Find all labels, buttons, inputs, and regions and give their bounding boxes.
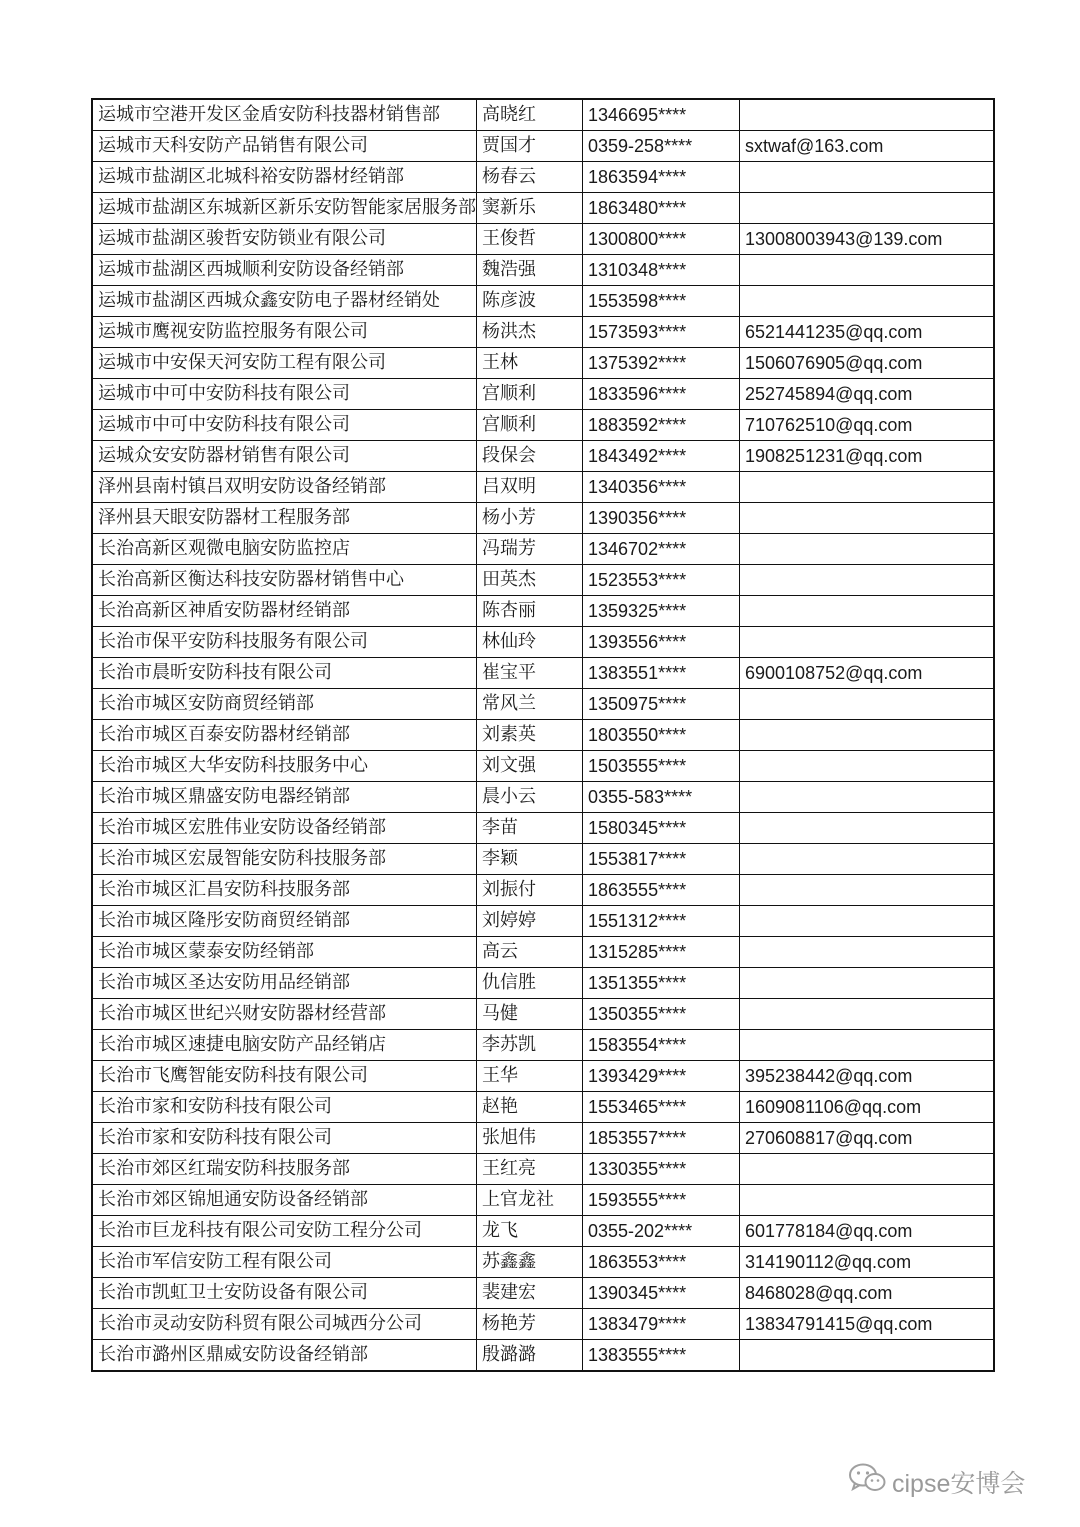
company-cell: 运城市盐湖区骏哲安防锁业有限公司: [92, 224, 477, 255]
email-cell: [740, 937, 994, 968]
email-cell: [740, 751, 994, 782]
company-cell: 长治市巨龙科技有限公司安防工程分公司: [92, 1216, 477, 1247]
table-row: [92, 1340, 994, 1372]
phone-cell: 1300800****: [583, 224, 740, 255]
company-cell: 长治市潞州区鼎威安防设备经销部: [92, 1340, 477, 1372]
email-cell: 270608817@qq.com: [740, 1123, 994, 1154]
phone-cell: 1375392****: [583, 348, 740, 379]
phone-cell: 1853557****: [583, 1123, 740, 1154]
contact-cell: 林仙玲: [477, 627, 583, 658]
table-row: [92, 1278, 994, 1309]
table-row: [92, 99, 994, 131]
table-row: [92, 627, 994, 658]
table-row: [92, 968, 994, 999]
email-cell: [740, 162, 994, 193]
company-cell: 长治高新区观微电脑安防监控店: [92, 534, 477, 565]
company-cell: 运城市中可中安防科技有限公司: [92, 410, 477, 441]
company-cell: 泽州县南村镇吕双明安防设备经销部: [92, 472, 477, 503]
table-row: [92, 875, 994, 906]
email-cell: [740, 565, 994, 596]
contact-cell: 刘素英: [477, 720, 583, 751]
table-row: [92, 720, 994, 751]
company-cell: 运城市中安保天河安防工程有限公司: [92, 348, 477, 379]
phone-cell: 1330355****: [583, 1154, 740, 1185]
table-row: [92, 813, 994, 844]
table-row: [92, 131, 994, 162]
table-row: [92, 1309, 994, 1340]
phone-cell: 0355-202****: [583, 1216, 740, 1247]
table-row: [92, 1154, 994, 1185]
table-row: [92, 999, 994, 1030]
company-cell: 运城市天科安防产品销售有限公司: [92, 131, 477, 162]
contact-cell: 李颖: [477, 844, 583, 875]
company-cell: 长治市城区安防商贸经销部: [92, 689, 477, 720]
table-row: [92, 844, 994, 875]
table-row: [92, 782, 994, 813]
company-cell: 长治市保平安防科技服务有限公司: [92, 627, 477, 658]
email-cell: [740, 596, 994, 627]
company-cell: 运城市盐湖区东城新区新乐安防智能家居服务部: [92, 193, 477, 224]
table-row: [92, 472, 994, 503]
phone-cell: 1593555****: [583, 1185, 740, 1216]
company-cell: 运城市中可中安防科技有限公司: [92, 379, 477, 410]
company-cell: 长治市郊区锦旭通安防设备经销部: [92, 1185, 477, 1216]
contact-cell: 晨小云: [477, 782, 583, 813]
table-row: [92, 1123, 994, 1154]
email-cell: [740, 689, 994, 720]
phone-cell: 1340356****: [583, 472, 740, 503]
company-cell: 长治市城区隆彤安防商贸经销部: [92, 906, 477, 937]
email-cell: 601778184@qq.com: [740, 1216, 994, 1247]
phone-cell: 1580345****: [583, 813, 740, 844]
company-cell: 长治市城区蒙泰安防经销部: [92, 937, 477, 968]
table-row: [92, 162, 994, 193]
company-cell: 长治市城区百泰安防器材经销部: [92, 720, 477, 751]
contact-cell: 殷潞潞: [477, 1340, 583, 1372]
company-cell: 长治市晨昕安防科技有限公司: [92, 658, 477, 689]
email-cell: [740, 906, 994, 937]
email-cell: [740, 472, 994, 503]
contact-cell: 杨洪杰: [477, 317, 583, 348]
email-cell: sxtwaf@163.com: [740, 131, 994, 162]
email-cell: 252745894@qq.com: [740, 379, 994, 410]
company-cell: 长治市城区鼎盛安防电器经销部: [92, 782, 477, 813]
phone-cell: 1503555****: [583, 751, 740, 782]
contact-cell: 王红亮: [477, 1154, 583, 1185]
company-cell: 泽州县天眼安防器材工程服务部: [92, 503, 477, 534]
table-row: [92, 255, 994, 286]
email-cell: 1908251231@qq.com: [740, 441, 994, 472]
table-row: [92, 906, 994, 937]
phone-cell: 1553598****: [583, 286, 740, 317]
email-cell: [740, 1030, 994, 1061]
table-row: [92, 193, 994, 224]
company-cell: 运城市盐湖区北城科裕安防器材经销部: [92, 162, 477, 193]
phone-cell: 1350355****: [583, 999, 740, 1030]
email-cell: [740, 968, 994, 999]
company-cell: 长治市凯虹卫士安防设备有限公司: [92, 1278, 477, 1309]
company-cell: 长治市军信安防工程有限公司: [92, 1247, 477, 1278]
table-row: [92, 689, 994, 720]
contact-cell: 段保会: [477, 441, 583, 472]
contact-cell: 陈彦波: [477, 286, 583, 317]
email-cell: [740, 782, 994, 813]
table-row: [92, 565, 994, 596]
contact-cell: 马健: [477, 999, 583, 1030]
contact-cell: 宫顺利: [477, 410, 583, 441]
email-cell: [740, 99, 994, 131]
company-cell: 长治市灵动安防科贸有限公司城西分公司: [92, 1309, 477, 1340]
contact-cell: 刘文强: [477, 751, 583, 782]
company-cell: 长治市城区圣达安防用品经销部: [92, 968, 477, 999]
phone-cell: 1383551****: [583, 658, 740, 689]
phone-cell: 1310348****: [583, 255, 740, 286]
company-cell: 长治市城区宏胜伟业安防设备经销部: [92, 813, 477, 844]
email-cell: 6900108752@qq.com: [740, 658, 994, 689]
company-cell: 运城市空港开发区金盾安防科技器材销售部: [92, 99, 477, 131]
email-cell: 1609081106@qq.com: [740, 1092, 994, 1123]
table-row: [92, 503, 994, 534]
email-cell: [740, 534, 994, 565]
phone-cell: 1390356****: [583, 503, 740, 534]
phone-cell: 1803550****: [583, 720, 740, 751]
contact-cell: 龙飞: [477, 1216, 583, 1247]
company-cell: 长治市郊区红瑞安防科技服务部: [92, 1154, 477, 1185]
phone-cell: 1523553****: [583, 565, 740, 596]
phone-cell: 1863480****: [583, 193, 740, 224]
email-cell: [740, 1154, 994, 1185]
table-row: [92, 1185, 994, 1216]
phone-cell: 1390345****: [583, 1278, 740, 1309]
company-cell: 长治市城区宏晟智能安防科技服务部: [92, 844, 477, 875]
contact-cell: 杨春云: [477, 162, 583, 193]
phone-cell: 1553817****: [583, 844, 740, 875]
phone-cell: 1350975****: [583, 689, 740, 720]
phone-cell: 1393429****: [583, 1061, 740, 1092]
email-cell: 8468028@qq.com: [740, 1278, 994, 1309]
contact-cell: 王华: [477, 1061, 583, 1092]
company-cell: 长治市城区世纪兴财安防器材经营部: [92, 999, 477, 1030]
footer-brand: [848, 1462, 1025, 1501]
company-cell: 运城众安安防器材销售有限公司: [92, 441, 477, 472]
phone-cell: 1553465****: [583, 1092, 740, 1123]
table-row: [92, 1030, 994, 1061]
email-cell: [740, 503, 994, 534]
company-cell: 运城市盐湖区西城众鑫安防电子器材经销处: [92, 286, 477, 317]
contact-cell: 苏鑫鑫: [477, 1247, 583, 1278]
email-cell: 395238442@qq.com: [740, 1061, 994, 1092]
company-cell: 长治市家和安防科技有限公司: [92, 1123, 477, 1154]
email-cell: 710762510@qq.com: [740, 410, 994, 441]
table-row: [92, 658, 994, 689]
table-row: [92, 1092, 994, 1123]
table-row: [92, 441, 994, 472]
table-row: [92, 1216, 994, 1247]
contact-cell: 李苏凯: [477, 1030, 583, 1061]
table-row: [92, 317, 994, 348]
contact-cell: 裴建宏: [477, 1278, 583, 1309]
contact-cell: 仇信胜: [477, 968, 583, 999]
contact-cell: 宫顺利: [477, 379, 583, 410]
contact-cell: 上官龙社: [477, 1185, 583, 1216]
contact-cell: 冯瑞芳: [477, 534, 583, 565]
phone-cell: 1573593****: [583, 317, 740, 348]
email-cell: 1506076905@qq.com: [740, 348, 994, 379]
email-cell: [740, 286, 994, 317]
company-cell: 长治高新区衡达科技安防器材销售中心: [92, 565, 477, 596]
table-row: [92, 1061, 994, 1092]
contact-cell: 常风兰: [477, 689, 583, 720]
contact-cell: 崔宝平: [477, 658, 583, 689]
contact-cell: 魏浩强: [477, 255, 583, 286]
phone-cell: 1863594****: [583, 162, 740, 193]
email-cell: [740, 844, 994, 875]
company-cell: 长治市城区大华安防科技服务中心: [92, 751, 477, 782]
email-cell: 6521441235@qq.com: [740, 317, 994, 348]
contact-cell: 窦新乐: [477, 193, 583, 224]
table-row: [92, 751, 994, 782]
phone-cell: 0355-583****: [583, 782, 740, 813]
email-cell: [740, 1340, 994, 1372]
contact-cell: 赵艳: [477, 1092, 583, 1123]
contact-cell: 李苗: [477, 813, 583, 844]
email-cell: [740, 720, 994, 751]
directory-table: [91, 98, 995, 1372]
table-row: [92, 348, 994, 379]
phone-cell: 1383555****: [583, 1340, 740, 1372]
email-cell: [740, 813, 994, 844]
company-cell: 运城市盐湖区西城顺利安防设备经销部: [92, 255, 477, 286]
company-cell: 长治高新区神盾安防器材经销部: [92, 596, 477, 627]
contact-cell: 张旭伟: [477, 1123, 583, 1154]
email-cell: [740, 1185, 994, 1216]
company-cell: 长治市城区汇昌安防科技服务部: [92, 875, 477, 906]
phone-cell: 1883592****: [583, 410, 740, 441]
phone-cell: 1346702****: [583, 534, 740, 565]
email-cell: [740, 875, 994, 906]
table-row: [92, 379, 994, 410]
email-cell: 314190112@qq.com: [740, 1247, 994, 1278]
wechat-icon: [848, 1462, 892, 1501]
phone-cell: 1346695****: [583, 99, 740, 131]
company-cell: 长治市家和安防科技有限公司: [92, 1092, 477, 1123]
phone-cell: 1583554****: [583, 1030, 740, 1061]
table-row: [92, 937, 994, 968]
phone-cell: 1359325****: [583, 596, 740, 627]
contact-cell: 王俊哲: [477, 224, 583, 255]
phone-cell: 1393556****: [583, 627, 740, 658]
table-row: [92, 596, 994, 627]
company-cell: 运城市鹰视安防监控服务有限公司: [92, 317, 477, 348]
phone-cell: 1863555****: [583, 875, 740, 906]
contact-cell: 贾国才: [477, 131, 583, 162]
email-cell: [740, 999, 994, 1030]
phone-cell: 1315285****: [583, 937, 740, 968]
phone-cell: 1863553****: [583, 1247, 740, 1278]
contact-cell: 吕双明: [477, 472, 583, 503]
email-cell: [740, 193, 994, 224]
phone-cell: 0359-258****: [583, 131, 740, 162]
table-body: [92, 99, 994, 1371]
phone-cell: 1551312****: [583, 906, 740, 937]
contact-cell: 田英杰: [477, 565, 583, 596]
phone-cell: 1383479****: [583, 1309, 740, 1340]
contact-cell: 王林: [477, 348, 583, 379]
footer-brand-text: cipse安博会: [892, 1469, 1026, 1498]
contact-cell: 高云: [477, 937, 583, 968]
table-row: [92, 286, 994, 317]
company-cell: 长治市飞鹰智能安防科技有限公司: [92, 1061, 477, 1092]
email-cell: 13834791415@qq.com: [740, 1309, 994, 1340]
phone-cell: 1351355****: [583, 968, 740, 999]
contact-cell: 高晓红: [477, 99, 583, 131]
contact-cell: 刘振付: [477, 875, 583, 906]
email-cell: 13008003943@139.com: [740, 224, 994, 255]
table-row: [92, 410, 994, 441]
table-row: [92, 224, 994, 255]
email-cell: [740, 627, 994, 658]
phone-cell: 1843492****: [583, 441, 740, 472]
contact-cell: 杨小芳: [477, 503, 583, 534]
phone-cell: 1833596****: [583, 379, 740, 410]
contact-cell: 刘婷婷: [477, 906, 583, 937]
table-row: [92, 534, 994, 565]
contact-cell: 陈杏丽: [477, 596, 583, 627]
contact-cell: 杨艳芳: [477, 1309, 583, 1340]
email-cell: [740, 255, 994, 286]
company-cell: 长治市城区速捷电脑安防产品经销店: [92, 1030, 477, 1061]
table-row: [92, 1247, 994, 1278]
